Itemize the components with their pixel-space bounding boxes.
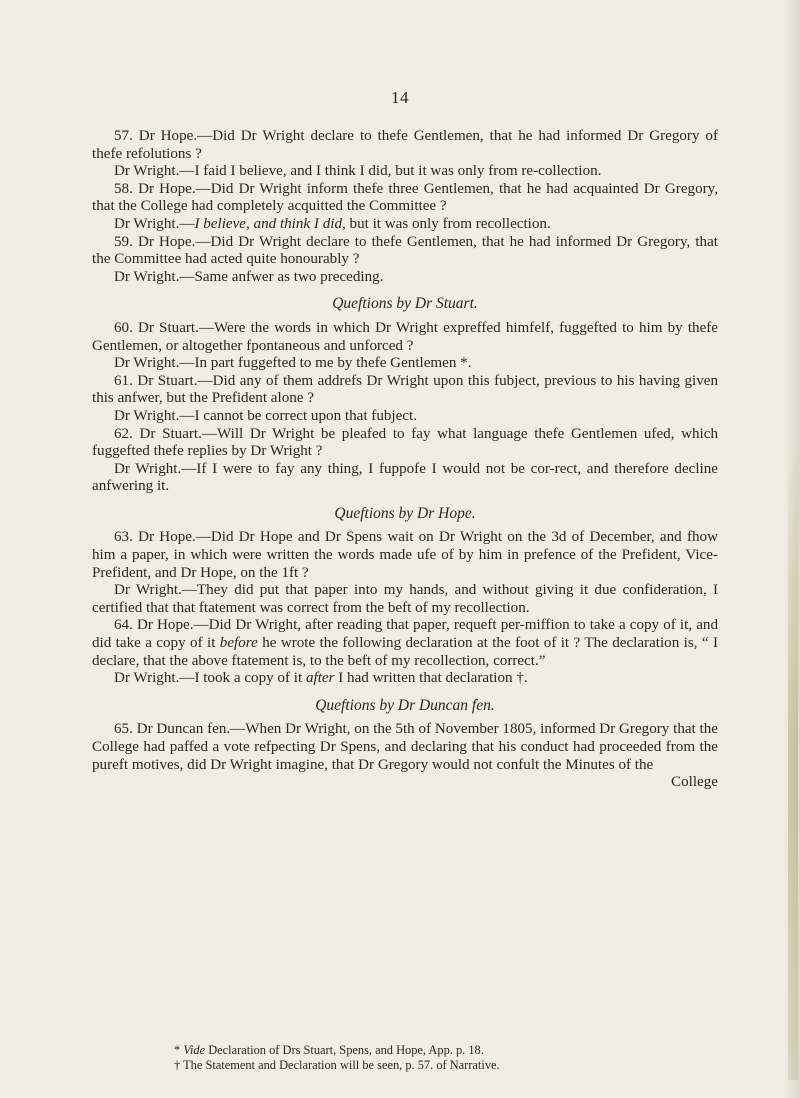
question-64	[92, 617, 718, 670]
answer-64-italic: after	[305, 670, 335, 687]
question-64-lead: 64. Dr Hope.—Did Dr Wright, after reading that paper, requeft per-miffion to take a copy of it, and did take a copy of it	[92, 617, 718, 652]
answer-58-lead: Dr Wright.—	[114, 215, 195, 232]
section-heading-stuart: Queftions by Dr Stuart.	[332, 295, 478, 313]
answer-60: Dr Wright.—In part fuggefted to me by thefe Gentlemen *.	[114, 355, 472, 372]
footnote-1-text: Declaration of Drs Stuart, Spens, and Hope, App. p. 18.	[205, 1043, 484, 1057]
answer-64-rest: I had written that declaration †.	[334, 670, 528, 687]
question-61: 61. Dr Stuart.—Did any of them addrefs Dr Wright upon this fubject, previous to his having given this anfwer, but the Prefident alone ?	[92, 372, 718, 407]
question-64-rest: he wrote the following declaration at the foot of it ? The declaration is, “ I declare, that the above ftatement is, to the beft of my recollection, correct.”	[92, 635, 718, 669]
footnote-1-mark: *	[174, 1043, 181, 1057]
question-65: 65. Dr Duncan fen.—When Dr Wright, on the 5th of November 1805, informed Dr Gregory that the College had paffed a vote refpecting Dr Spens, and declaring that his conduct had proceeded from the pureft motives, did Dr Wright imagine, that Dr Gregory would not confult the Minutes of the	[92, 721, 718, 773]
answer-59: Dr Wright.—Same anfwer as two preceding.	[114, 268, 384, 285]
question-57: 57. Dr Hope.—Did Dr Wright declare to thefe Gentlemen, that he had informed Dr Gregory of thefe refolutions ?	[92, 128, 718, 162]
answer-58	[92, 216, 718, 234]
footnote-2-text: The Statement and Declaration will be seen, p. 57. of Narrative.	[183, 1058, 500, 1072]
catchword: College	[671, 774, 718, 791]
question-59: 59. Dr Hope.—Did Dr Wright declare to thefe Gentlemen, that he had informed Dr Gregory, that the Committee had acted quite honourably ?	[92, 233, 718, 268]
body-text	[92, 128, 718, 792]
page-number: 14	[391, 88, 409, 107]
question-63: 63. Dr Hope.—Did Dr Hope and Dr Spens wait on Dr Wright on the 3d of December, and fhow him a paper, in which were written the words made ufe of by him in prefence of the Prefident, Vice-Prefident, and Dr Hope, on the 1ft ?	[92, 529, 718, 581]
question-62: 62. Dr Stuart.—Will Dr Wright be pleafed to fay what language thefe Gentlemen ufed, which fuggefted thefe replies by Dr Wright ?	[92, 425, 718, 460]
question-58: 58. Dr Hope.—Did Dr Wright inform thefe three Gentlemen, that he had acquainted Dr Gregory, that the College had completely acquitted the Committee ?	[92, 180, 718, 215]
answer-58-italic: I believe, and think I did,	[194, 215, 346, 232]
answer-58-rest: but it was only from recollection.	[345, 215, 551, 232]
answer-64	[92, 670, 718, 688]
question-64-italic: before	[219, 635, 258, 652]
footnotes	[92, 1043, 718, 1073]
scan-edge-stain	[788, 440, 798, 1080]
footnote-1	[92, 1043, 718, 1058]
footnote-1-italic: Vide	[183, 1043, 206, 1057]
section-heading-hope: Queftions by Dr Hope.	[334, 504, 476, 522]
question-60: 60. Dr Stuart.—Were the words in which Dr Wright expreffed himfelf, fuggefted to him by thefe Gentlemen, or altogether fpontaneous and unforced ?	[92, 319, 718, 354]
footnote-2	[92, 1058, 718, 1073]
section-heading-duncan: Queftions by Dr Duncan fen.	[315, 696, 495, 714]
answer-62: Dr Wright.—If I were to fay any thing, I fuppofe I would not be cor-rect, and therefore decline anfwering it.	[92, 460, 718, 495]
answer-61: Dr Wright.—I cannot be correct upon that fubject.	[114, 407, 417, 424]
answer-57: Dr Wright.—I faid I believe, and I think I did, but it was only from re-collection.	[114, 163, 602, 180]
footnote-2-mark: †	[174, 1058, 181, 1072]
answer-64-lead: Dr Wright.—I took a copy of it	[114, 670, 306, 687]
answer-63: Dr Wright.—They did put that paper into my hands, and without giving it due confideration, I certified that that ftatement was correct from the beft of my recollection.	[92, 582, 718, 616]
